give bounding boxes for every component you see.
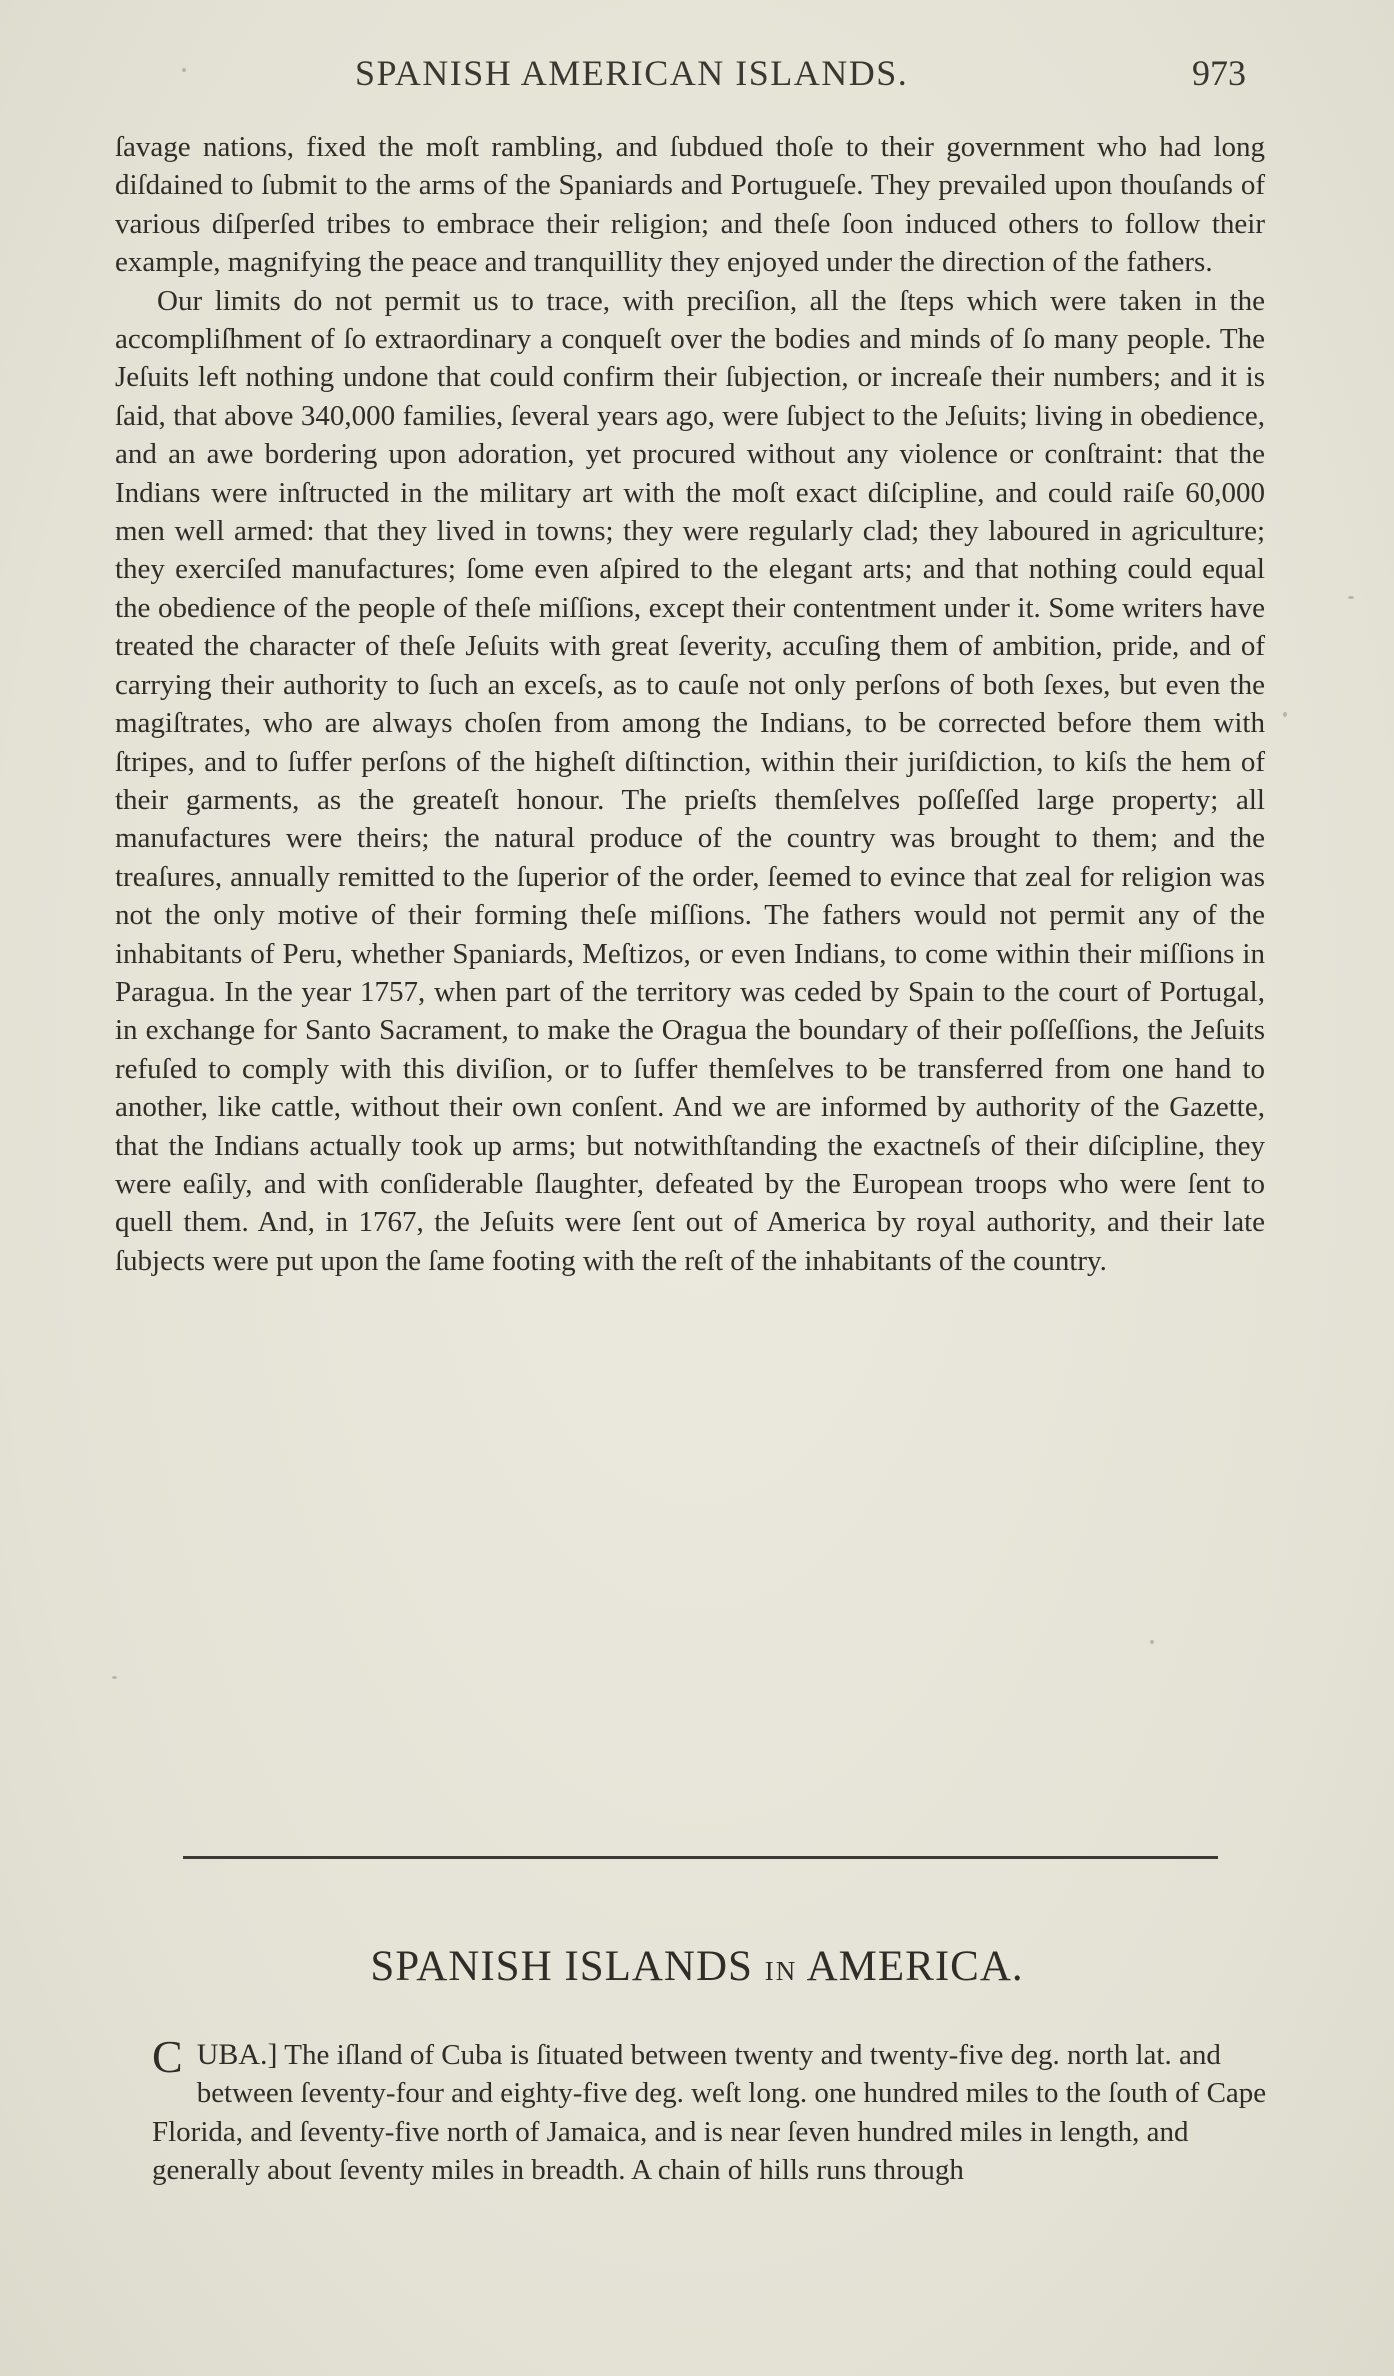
running-head [0,52,1394,102]
paper-speck [1150,1640,1154,1644]
cuba-paragraph [152,2031,1282,2190]
paper-speck [1348,596,1354,599]
page-number: 973 [1192,53,1246,93]
cuba-text-body: The iſland of Cuba is ſituated between twenty and twenty-five deg. north lat. and between ſeventy-four and eighty-five deg. weſt long. one hundred miles to the ſouth of Cape Florida, and ſeventy-five north of Jamaica, and is near ſeven hundred miles in length, and generally about ſeventy miles in breadth. A chain of hills runs through [152,2039,1267,2187]
section-divider [183,1856,1218,1859]
paragraph-jesuits: Our limits do not permit us to trace, with preciſion, all the ſteps which were taken in the accompliſhment of ſo extraordinary a conqueſt over the bodies and minds of ſo many people. The Jeſuits left nothing undone that could confirm their ſubjection, or increaſe their numbers; and it is ſaid, that above 340,000 families, ſeveral years ago, were ſubject to the Jeſuits; living in obedience, and an awe bordering upon adoration, yet procured without any violence or conſtraint: that the Indians were inſtructed in the military art with the moſt exact diſcipline, and could raiſe 60,000 men well armed: that they lived in towns; they were regularly clad; they laboured in agriculture; they exerciſed manufactures; ſome even aſpired to the elegant arts; and that nothing could equal the obedience of the people of theſe miſſions, except their contentment under it. Some writers have treated the character of theſe Jeſuits with great ſeverity, accuſing them of ambition, pride, and of carrying their authority to ſuch an exceſs, as to cauſe not only perſons of both ſexes, but even the magiſtrates, who are always choſen from among the Indians, to be corrected before them with ſtripes, and to ſuffer perſons of the higheſt diſtinction, within their juriſdiction, to kiſs the hem of their garments, as the greateſt honour. The prieſts themſelves poſſeſſed large property; all manufactures were theirs; the natural produce of the country was brought to them; and the treaſures, annually remitted to the ſuperior of the order, ſeemed to evince that zeal for religion was not the only motive of their forming theſe miſſions. The fathers would not permit any of the inhabitants of Peru, whether Spaniards, Meſtizos, or even Indians, to come within their miſſions in Paragua. In the year 1757, when part of the territory was ceded by Spain to the court of Portugal, in exchange for Santo Sacrament, to make the Oragua the boundary of their poſſeſſions, the Jeſuits refuſed to comply with this diviſion, or to ſuffer themſelves to be transferred from one hand to another, like cattle, without their own conſent. And we are informed by authority of the Gazette, that the Indians actually took up arms; but notwithſtanding the exactneſs of their diſcipline, they were eaſily, and with conſiderable ſlaughter, defeated by the European troops who were ſent to quell them. And, in 1767, the Jeſuits were ſent out of America by royal authority, and their late ſubjects were put upon the ſame footing with the reſt of the inhabitants of the country. [115,284,1265,1277]
section-heading [0,1942,1394,1991]
drop-initial: C [152,2031,183,2082]
cuba-label: UBA.] [196,2038,278,2071]
section-heading-part1: SPANISH ISLANDS [370,1943,753,1990]
section-heading-part2: AMERICA. [806,1943,1024,1990]
paper-speck [112,1676,117,1679]
running-title: SPANISH AMERICAN ISLANDS. [355,53,909,93]
paper-speck [182,68,186,72]
paper-speck [1283,712,1287,717]
paragraph-continuation: ſavage nations, fixed the moſt rambling, and ſubdued thoſe to their government who had long diſdained to ſubmit to the arms of the Spaniards and Portugueſe. They prevailed upon thouſands of various diſperſed tribes to embrace their religion; and theſe ſoon induced others to follow their example, magnifying the peace and tranquillity they enjoyed under the direction of the fathers. [115,131,1265,279]
body-text [115,128,1265,1280]
section-heading-small: IN [764,1956,798,1986]
